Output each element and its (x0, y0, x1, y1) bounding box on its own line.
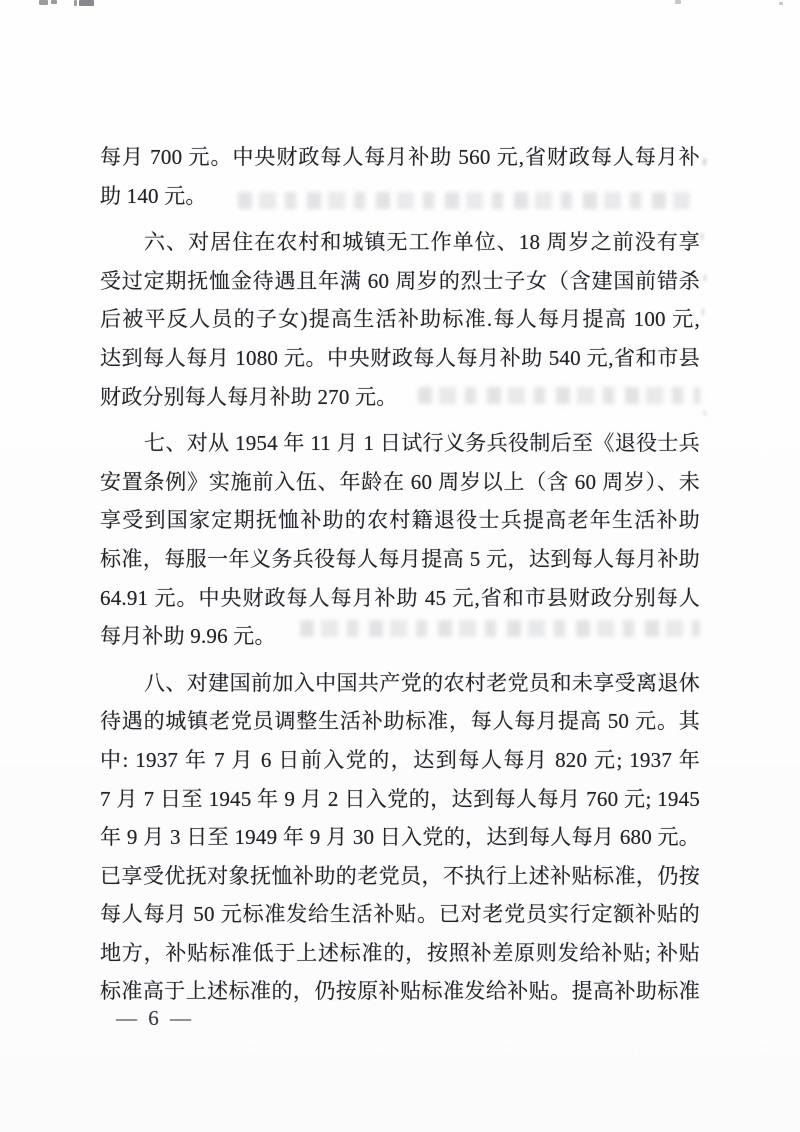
text-line: 每月 700 元。中央财政每人每月补助 560 元,省财政每人每月补 (100, 145, 700, 169)
text-line: 安置条例》实施前入伍、年龄在 60 周岁以上（含 60 周岁）、未 (100, 469, 700, 494)
text-line: 7 月 7 日至 1945 年 9 月 2 日入党的，达到每人每月 760 元; 1945 (100, 786, 700, 811)
scan-artifact (51, 0, 57, 4)
text-line: 64.91 元。中央财政每人每月补助 45 元,省和市县财政分别每人 (100, 585, 700, 610)
scan-speck (702, 158, 707, 166)
scan-speck (703, 410, 707, 416)
text-line: 地方，补贴标准低于上述标准的，按照补差原则发给补贴; 补贴 (100, 940, 700, 965)
text-line: 达到每人每月 1080 元。中央财政每人每月补助 540 元,省和市县 (100, 345, 700, 370)
scan-speck (700, 232, 704, 241)
document-body (100, 138, 700, 1011)
text-line: 标准，每服一年义务兵役每人每月提高 5 元，达到每人每月补助 (100, 546, 700, 571)
text-line: 八、对建国前加入中国共产党的农村老党员和未享受离退休 (144, 670, 700, 695)
text-line: 每人每月 50 元标准发给生活补贴。已对老党员实行定额补贴的 (100, 902, 700, 927)
scan-artifact (74, 0, 77, 6)
text-line: 后被平反人员的子女)提高生活补助标准.每人每月提高 100 元, (100, 307, 700, 332)
text-line: 财政分别每人每月补助 270 元。 (100, 384, 398, 409)
scan-speck (701, 308, 705, 316)
text-line: 助 140 元。 (100, 183, 207, 208)
text-line: 每月补助 9.96 元。 (100, 624, 276, 649)
text-line: 待遇的城镇老党员调整生活补助标准，每人每月提高 50 元。其 (100, 709, 700, 734)
text-line: 享受到国家定期抚恤补助的农村籍退役士兵提高老年生活补助 (100, 508, 700, 533)
text-line: 六、对居住在农村和城镇无工作单位、18 周岁之前没有享 (144, 230, 700, 255)
scan-artifact (779, 2, 783, 5)
scan-speck (703, 274, 707, 282)
text-line: 年 9 月 3 日至 1949 年 9 月 30 日入党的，达到每人每月 680 元。 (100, 825, 700, 850)
text-line: 中: 1937 年 7 月 6 日前入党的，达到每人每月 820 元; 1937 年 (100, 747, 700, 772)
text-line: 受过定期抚恤金待遇且年满 60 周岁的烈士子女（含建国前错杀 (100, 268, 700, 293)
scan-artifact (39, 0, 48, 5)
page-number: — 6 — (116, 1006, 194, 1030)
text-line: 已享受优抚对象抚恤补助的老党员，不执行上述补贴标准，仍按 (100, 863, 700, 888)
text-line: 标准高于上述标准的，仍按原补贴标准发给补贴。提高补助标准 (100, 979, 700, 1004)
text-line: 七、对从 1954 年 11 月 1 日试行义务兵役制后至《退役士兵 (144, 431, 700, 456)
scan-artifact (79, 0, 94, 6)
scan-artifact (675, 0, 681, 4)
